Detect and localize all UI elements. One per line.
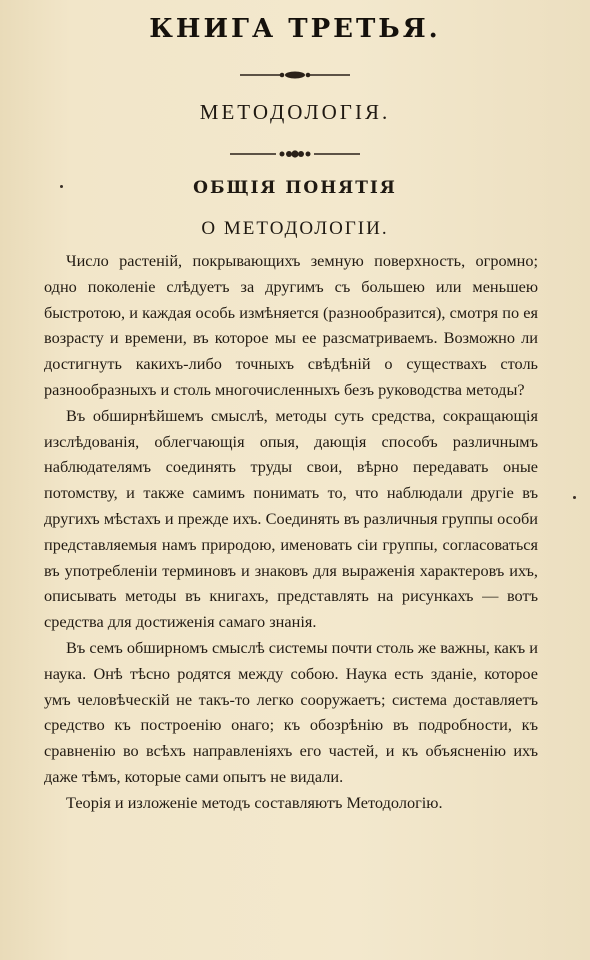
subsection-title: О МЕТОДОЛОГІИ. <box>201 218 389 239</box>
body-text <box>44 248 538 816</box>
ornament-divider-top <box>0 69 590 81</box>
book-title: КНИГА ТРЕТЬЯ. <box>149 14 441 44</box>
paragraph: Въ обширнѣйшемъ смыслѣ, методы суть средства, сокращающія изслѣдованія, облегчающія опыя, дающія способъ различнымъ наблюдателямъ соединять труды свои, вѣрно передавать оные потомству, и также самимъ понимать то, что наблюдали другіе въ другихъ мѣстахъ и прежде ихъ. Соединять въ различныя группы особи представляемыя намъ природою, именовать сіи группы, согласоваться въ употребленіи терминовъ и знаковъ для выраженія характеровъ ихъ, описывать методы въ книгахъ, представлять на рисункахъ — вотъ средства для достиженія самаго знанія. <box>44 405 538 632</box>
bleed-through-text <box>370 60 560 280</box>
ornament-divider-middle <box>0 148 590 160</box>
paragraph: Въ семъ обширномъ смыслѣ системы почти столь же важны, какъ и наука. Онѣ тѣсно родятся между собою. Наука есть зданіе, которое умъ человѣческій не такъ-то легко сооружаетъ; система доставляетъ средство къ построенію онаго; къ обозрѣнію въ подробности, къ сравненію во всѣхъ направленіяхъ его частей, и къ объясненію ихъ даже тѣмъ, которые сами опытъ не видали. <box>44 637 538 786</box>
print-speck <box>573 496 576 499</box>
paragraph: Теорія и изложеніе методъ составляютъ Методологію. <box>66 792 443 812</box>
chapter-title: МЕТОДОЛОГІЯ. <box>199 100 391 124</box>
section-title: ОБЩІЯ ПОНЯТІЯ <box>193 178 397 198</box>
paragraph: Число растеній, покрывающихъ земную поверхность, огромно; одно поколеніе слѣдуетъ за другимъ съ большею или меньшею быстротою, и каждая особь измѣняется (разнообразится), смотря по ея возрасту и времени, въ которое мы ее разсматриваемъ. Возможно ли достигнуть какихъ-либо точныхъ свѣдѣній о существахъ столь разнообразныхъ и столь многочисленныхъ безъ руководства методы? <box>44 251 538 399</box>
print-speck <box>60 185 63 188</box>
